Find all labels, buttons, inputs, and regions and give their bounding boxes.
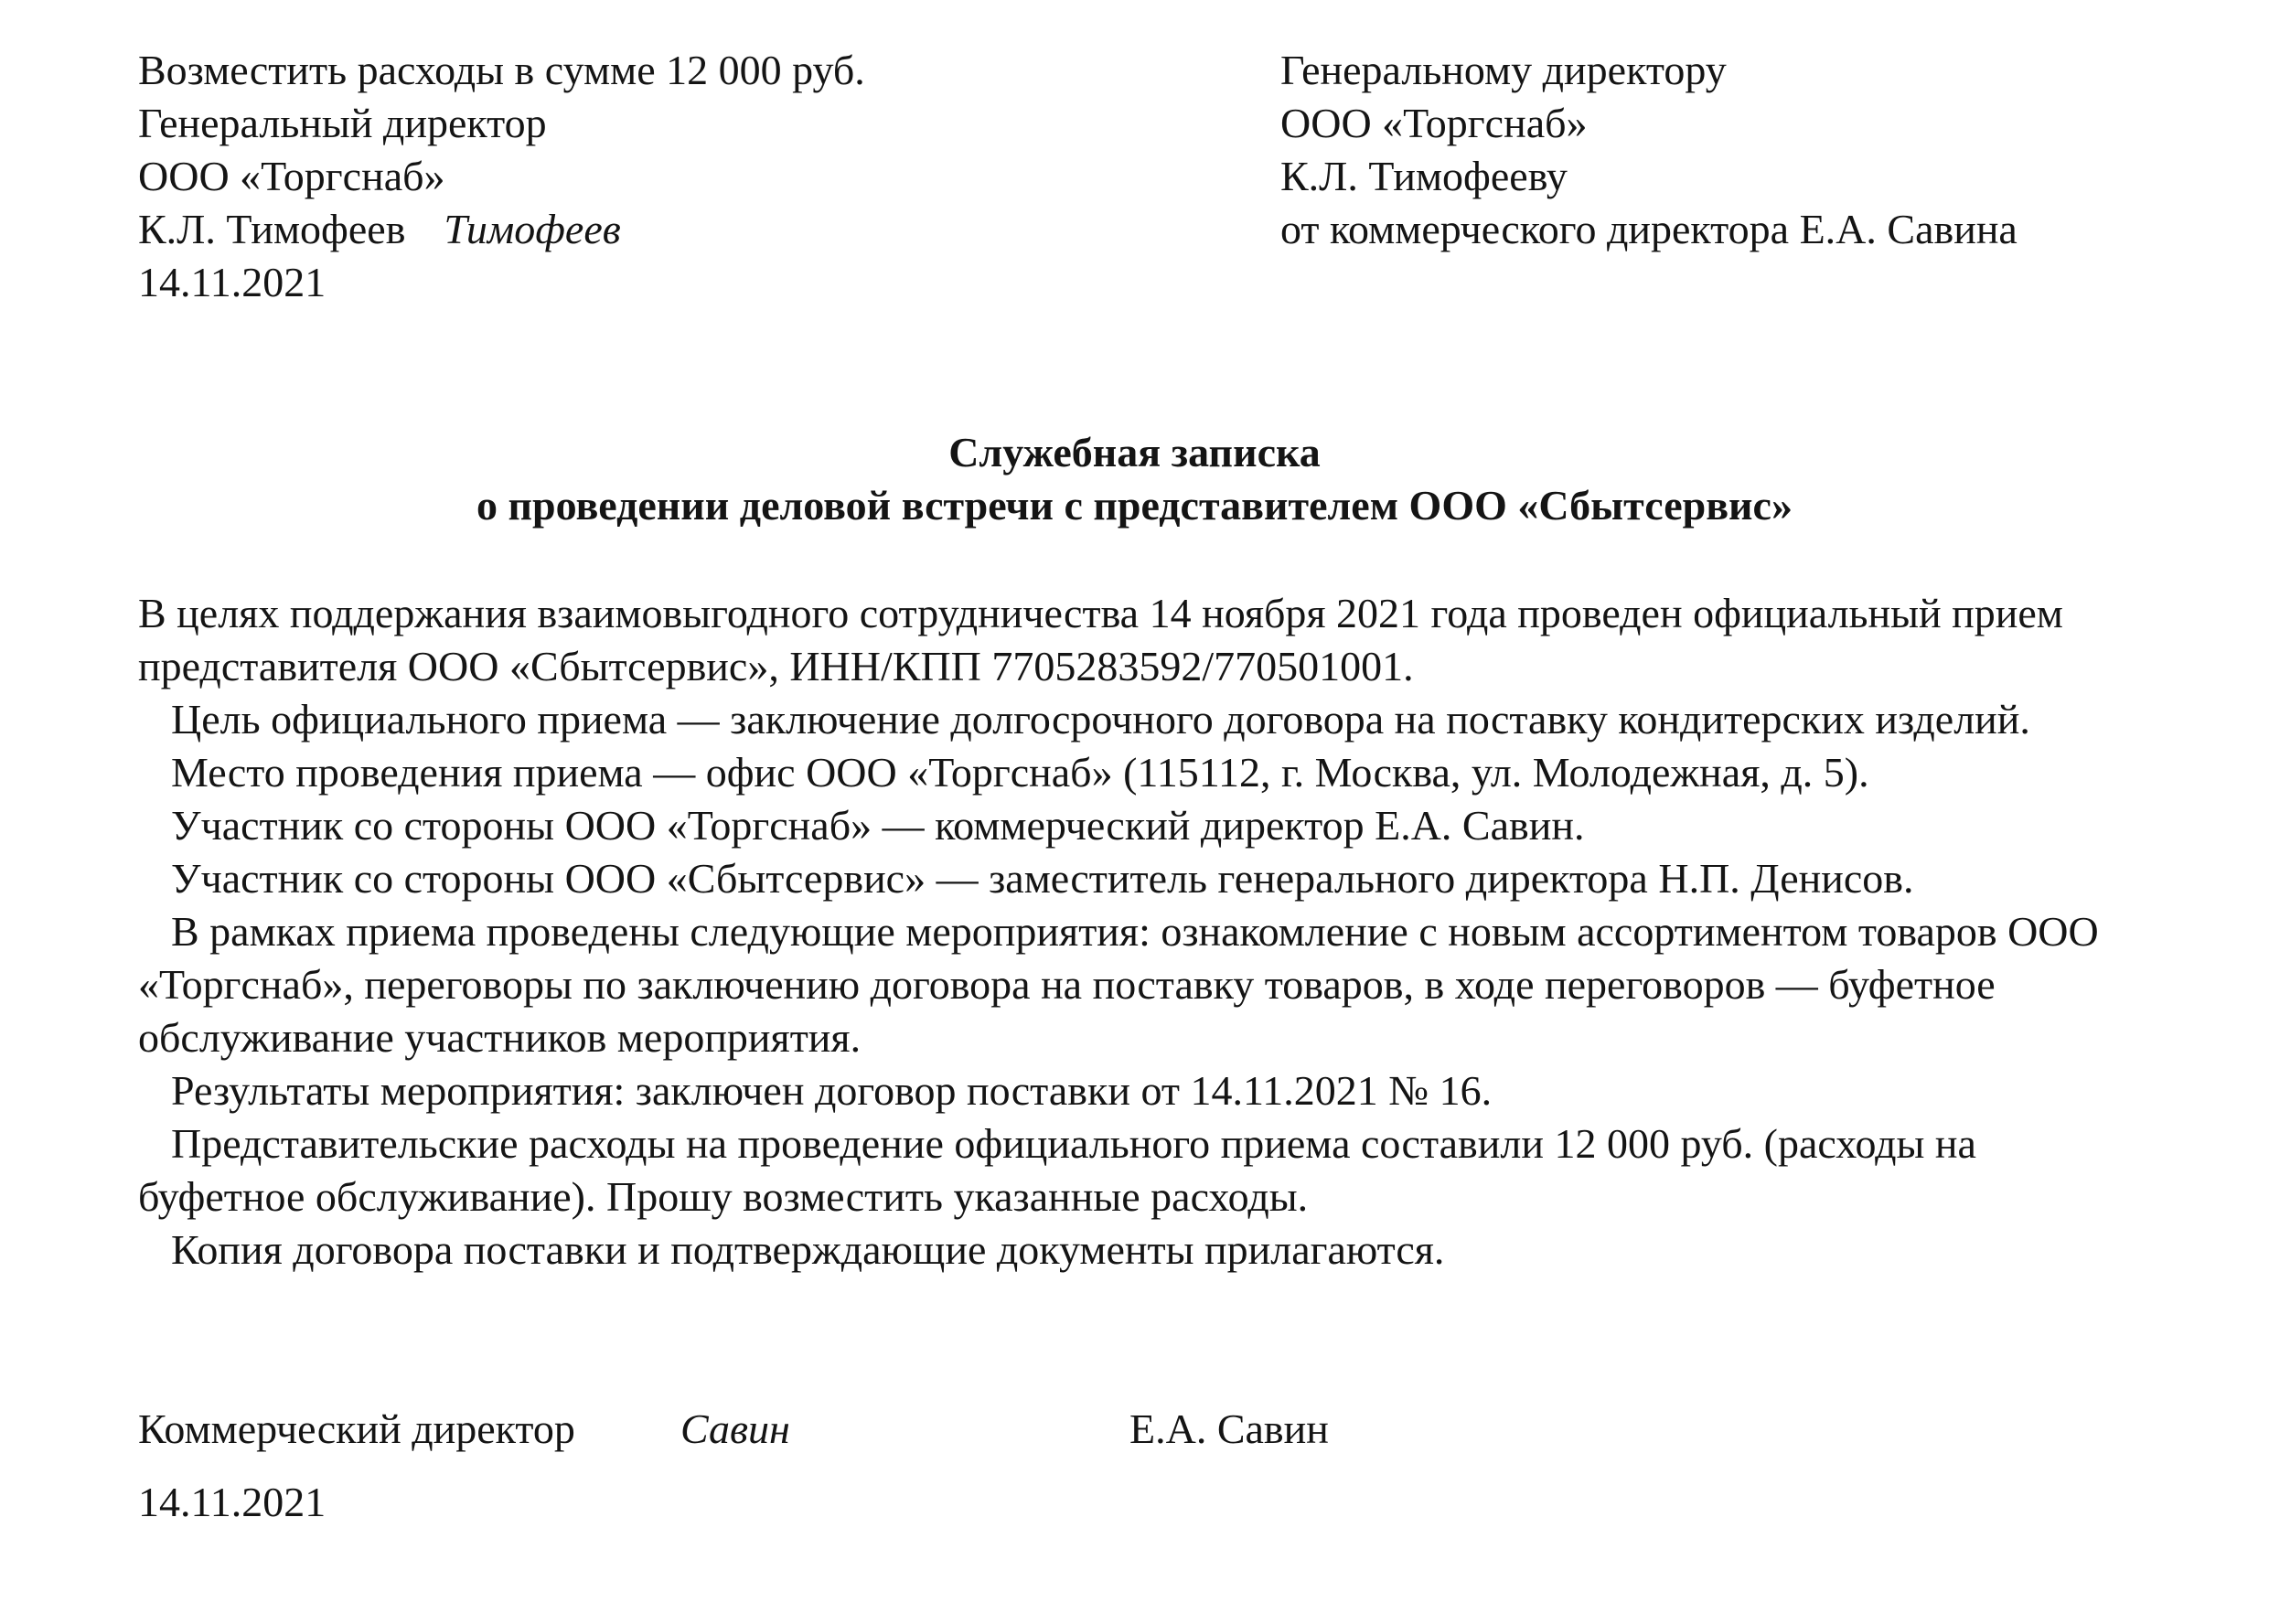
paragraph-expenses: Представительские расходы на проведение официального приема составили 12 000 руб. (расходы на буфетное обслуживание). Прошу возместить указанные расходы. bbox=[138, 1120, 1976, 1220]
paragraph-location: Место проведения приема — офис ООО «Торгснаб» (115112, г. Москва, ул. Молодежная, д. 5). bbox=[171, 749, 1869, 796]
resolution-handwritten-signature: Тимофеев bbox=[444, 206, 621, 252]
resolution-text: Возместить расходы в сумме 12 000 руб. bbox=[138, 47, 865, 93]
resolution-block bbox=[138, 44, 865, 309]
resolution-signer-line bbox=[138, 203, 865, 256]
paragraph-attachments: Копия договора поставки и подтверждающие документы прилагаются. bbox=[171, 1226, 1445, 1273]
title-subject: о проведении деловой встречи с представителем ООО «Сбытсервис» bbox=[476, 482, 1793, 529]
title-heading: Служебная записка bbox=[948, 429, 1321, 475]
resolution-signer-name: К.Л. Тимофеев bbox=[138, 206, 406, 252]
paragraph-results: Результаты мероприятия: заключен договор поставки от 14.11.2021 № 16. bbox=[171, 1067, 1493, 1114]
paragraph-goal: Цель официального приема — заключение долгосрочного договора на поставку кондитерских изделий. bbox=[171, 696, 2030, 743]
signer-position: Коммерческий директор bbox=[138, 1405, 575, 1452]
signature-date: 14.11.2021 bbox=[138, 1479, 326, 1525]
signer-name: Е.А. Савин bbox=[1129, 1405, 1329, 1452]
resolution-position: Генеральный директор bbox=[138, 100, 547, 146]
memo-body bbox=[138, 587, 2150, 1277]
paragraph-activities: В рамках приема проведены следующие мероприятия: ознакомление с новым ассортиментом товаров ООО «Торгснаб», переговоры по заключению договора на поставку товаров, в ходе переговоров — буфетное обслуживание участников мероприятия. bbox=[138, 908, 2099, 1061]
resolution-date: 14.11.2021 bbox=[138, 259, 326, 305]
addressee-block bbox=[1280, 44, 2017, 256]
addressee-name: К.Л. Тимофееву bbox=[1280, 153, 1568, 199]
paragraph-participant-sbytservis: Участник со стороны ООО «Сбытсервис» — заместитель генерального директора Н.П. Денисов. bbox=[171, 855, 1914, 902]
addressee-from: от коммерческого директора Е.А. Савина bbox=[1280, 206, 2017, 252]
addressee-company: ООО «Торгснаб» bbox=[1280, 100, 1588, 146]
paragraph-participant-torgsnab: Участник со стороны ООО «Торгснаб» — коммерческий директор Е.А. Савин. bbox=[171, 802, 1585, 849]
handwritten-signature: Савин bbox=[680, 1405, 790, 1452]
signature-row bbox=[138, 1403, 2150, 1456]
paragraph-purpose: В целях поддержания взаимовыгодного сотрудничества 14 ноября 2021 года проведен официальный прием представителя ООО «Сбытсервис», ИНН/КПП 7705283592/770501001. bbox=[138, 590, 2063, 689]
addressee-position: Генеральному директору bbox=[1280, 47, 1727, 93]
document-title bbox=[0, 426, 2269, 532]
resolution-company: ООО «Торгснаб» bbox=[138, 153, 445, 199]
